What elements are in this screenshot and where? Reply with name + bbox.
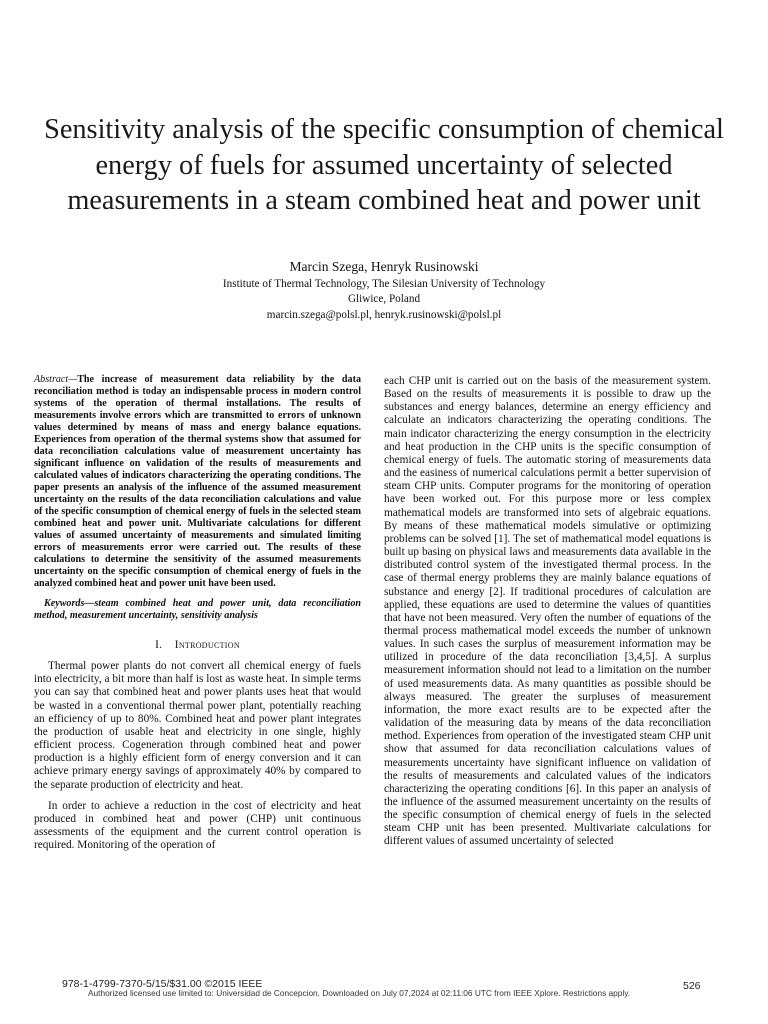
intro-paragraph-2-continued: each CHP unit is carried out on the basis of the measurement system. Based on the results of measurements it is possible to draw up the substances and energy balances, determine an energy efficiency and calculate an indicators characterizing the operating conditions. The main indicator characterizing the energy consumption in the electricity and heat production in the CHP units is the specific consumption of chemical energy of fuels. The automatic storing of measurements data and the easiness of numerical calculations permit a better supervision of steam CHP units. Computer programs for the monitoring of operation have been worked out. For this purpose more or less complex mathematical models are transformed into sets of algebraic equations. By means of these mathematical models simulative or optimizing problems can be solved [1]. The set of mathematical model equations is built up basing on physical laws and measurements data available in the distributed control system of the investigated thermal process. In the case of thermal energy problems they are mainly balance equations of substance and energy [2]. If traditional procedures of calculation are applied, these equations are used to determine the values of quantities that have not been measured. Very often the number of equations of the thermal process mathematical model exceeds the number of unknown values. In such cases the surplus of measurement information may be utilized in procedure of the data reconciliation [3,4,5]. A surplus measurement information should not lead to a limitation on the number of used measurements data. As many quantities as possible should be always measured. The greater the surpluses of measurement information, the more exact results are to be expected after the validation of the measuring data by means of the data reconciliation method. Experiences from operation of the investigated steam CHP unit show that assumed for data reconciliation calculations values of measurements uncertainty have significant influence on validation of the results of measurements and calculated values of the indicators characterizing the operating conditions [6]. In this paper an analysis of the influence of the assumed measurement uncertainty on the results of the specific consumption of chemical energy of fuels in the selected steam CHP unit has been presented. Multivariate calculations for different values of assumed uncertainty of selected [384,375,711,848]
intro-paragraph-2: In order to achieve a reduction in the cost of electricity and heat produced in combined heat and power (CHP) unit continuous assessments of the equipment and the current control operation is required. Monitoring of the operation of [34,799,361,852]
copyright-isbn: 978-1-4799-7370-5/15/$31.00 ©2015 IEEE [62,978,263,990]
right-column [384,375,711,849]
abstract [34,374,361,590]
author-names: Marcin Szega, Henryk Rusinowski [289,259,479,274]
keywords: Keywords—steam combined heat and power unit, data reconciliation method, measurement uncertainty, sensitivity analysis [34,598,361,621]
paper-title: Sensitivity analysis of the specific consumption of chemical energy of fuels for assumed uncertainty of selected measurements in a steam combined heat and power unit [44,114,724,216]
abstract-label: Abstract— [34,374,78,385]
left-column [34,374,361,852]
page-number: 526 [683,980,701,992]
affiliation: Institute of Thermal Technology, The Silesian University of Technology [222,277,546,290]
section-title: Introduction [174,639,240,651]
abstract-text: The increase of measurement data reliability by the data reconciliation method is today an indispensable process in modern control systems of the operation of thermal installations. The results of measurements involve errors which are transmitted to errors of unknown values determined by means of mass and energy balance equations. Experiences from operation of the thermal systems show that assumed for data reconciliation calculations value of measurement uncertainty has significant influence on validation of the results of measurements and calculated values of indicators characterizing the operating conditions. The paper presents an analysis of the influence of the assumed measurement uncertainty on the results of the data reconciliation calculations and value of the specific consumption of chemical energy of fuels in the selected steam combined heat and power unit. Multivariate calculations for different values of assumed uncertainty of measurements and simulated limiting errors of measurements error were carried out. The results of these calculations to determine the sensitivity of the assumed measurements uncertainty on the specific consumption of chemical energy of fuels in the analyzed combined heat and power unit have been used. [34,374,361,589]
location: Gliwice, Poland [347,293,421,306]
download-notice: Authorized licensed use limited to: Universidad de Concepcion. Downloaded on July 07,2024 at 02:11:06 UTC from IEEE Xplore. Restrictions apply. [88,988,631,998]
section-heading [34,639,361,652]
author-emails: marcin.szega@polsl.pl, henryk.rusinowski@polsl.pl [266,309,502,322]
intro-paragraph-1: Thermal power plants do not convert all chemical energy of fuels into electricity, a bit more than half is lost as waste heat. In simple terms you can say that combined heat and power plants uses heat that would be wasted in a conventional thermal power plant, potentially reaching an efficiency of up to 80%. Combined heat and power plant integrates the production of usable heat and electricity in one single, highly efficient process. Cogeneration through combined heat and power production is a highly efficient form of energy conversion and it can achieve primary energy savings of approximately 40% by compared to the separate production of electricity and heat. [34,660,361,791]
section-number: I. [155,639,163,651]
author-block [0,258,768,324]
